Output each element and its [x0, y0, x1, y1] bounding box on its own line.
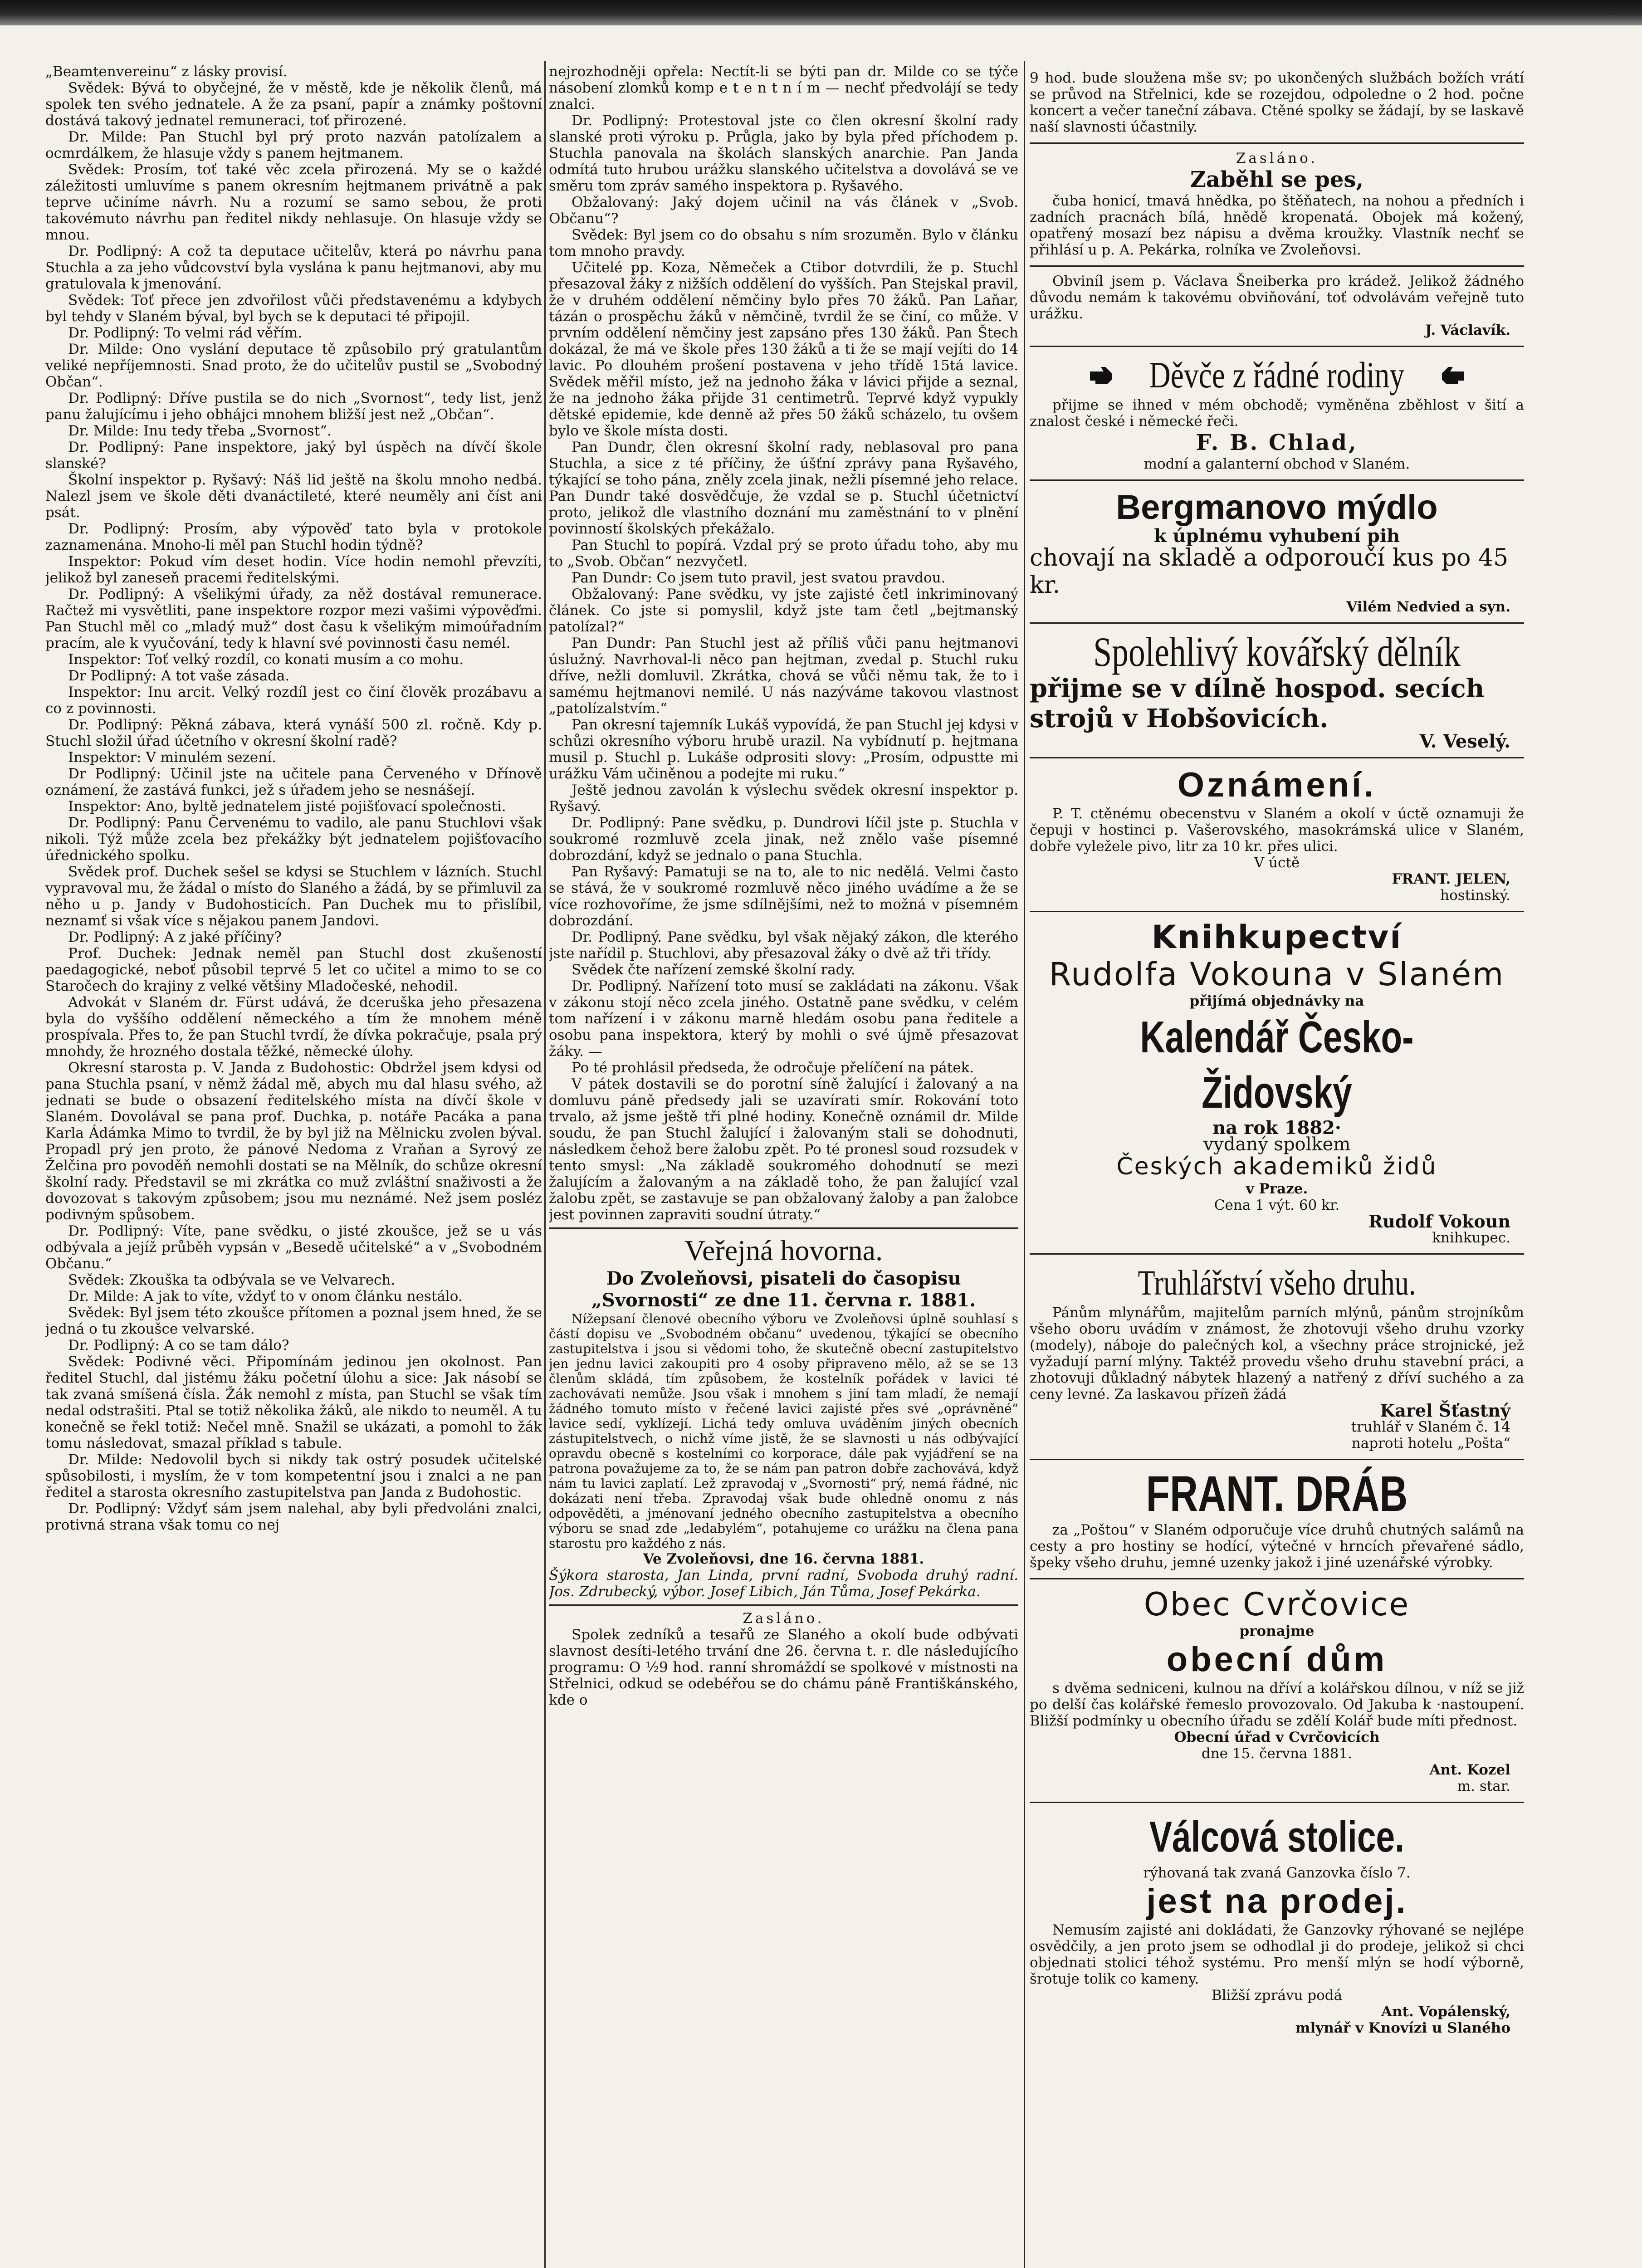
paragraph: Inspektor: V minulém sezení.	[68, 749, 276, 766]
column-1	[45, 64, 542, 2268]
paragraph: Dr. Podlipný. Nařízení toto musí se zakládati na zákonu. Však v zákonu stojí něco zcela jiného. Ostatně pane svědku, v celém tom nařízení i v zákonu marně hledám osobu pana ředitele a osobu pana inspektora, který by mohli o své újmě přesazovat žáky. —	[549, 978, 1018, 1060]
divider	[549, 1604, 1018, 1606]
paragraph: Inspektor: Ano, byltě jednatelem jisté pojišťovací společnosti.	[68, 798, 506, 815]
bookshop-signature: Rudolf Vokoun	[1368, 1211, 1510, 1232]
public-forum-subtitle: Do Zvoleňovsi, pisateli do časopisu „Svornosti“ ze dne 11. června r. 1881.	[591, 1268, 976, 1311]
paragraph: Dr. Podlipný: Pane inspektore, jaký byl úspěch na dívčí škole slanské?	[45, 439, 542, 472]
paragraph: Inspektor: Toť velký rozdíl, co konati musím a co mohu.	[68, 651, 464, 668]
bookshop-title: Knihkupectví	[1151, 919, 1403, 956]
municipality-title: Obec Cvrčovice	[1144, 1586, 1410, 1623]
apology-signature: J. Václavík.	[1425, 322, 1510, 338]
paragraph: Advokát v Slaném dr. Fürst udává, že dceruška jeho přesazena byla do vyššího oddělení německého a tím že mnohem méně prospívala. Přes to, že pan Stuchl tvrdí, že dívka pokračuje, psala prý mnohdy, že hrozného dostala těžké, německé úlohy.	[45, 994, 542, 1060]
smith-signature: V. Veselý.	[1419, 731, 1510, 752]
divider	[549, 1227, 1018, 1229]
paragraph: Svědek: Toť přece jen zdvořilost vůči představenému a kdybych byl tehdy v Slaném býval, byl bych se k deputaci té připojil.	[45, 292, 542, 325]
paragraph: Dr. Podlipný: Vždyť sám jsem nalehal, aby byli předvoláni znalci, protivná strana však tomu co nej	[45, 1501, 542, 1533]
paragraph: Dr Podlipný: Učinil jste na učitele pana Červeného v Dřínově oznámení, že zastává funkci, jež s úřadem jeho se nesnášejí.	[45, 766, 542, 798]
paragraph: Svědek: Byl jsem co do obsahu s ním srozuměn. Bylo v článku tom mnoho pravdy.	[549, 227, 1018, 259]
ad-girl-wanted	[1030, 347, 1524, 481]
smith-title: Spolehlivý kovářský dělník	[1093, 629, 1461, 675]
paragraph: „Beamtenvereinu“ z lásky provisí.	[45, 64, 288, 80]
public-forum-place: Ve Zvoleňovsi, dne 16. června 1881.	[643, 1551, 924, 1567]
paragraph: Svědek: Podivné věci. Připomínám jedinou jen okolnost. Pan ředitel Stuchl, dal jistému žáku početní úlohu a sice: Jak násobí se tak zvaná smíšená čísla. Žák nemohl z místa, pan Stuchl se však tím nedal odstrašiti. Ptal se totiž několika žáků, ale nikdo to neuměl. A tu konečně se řekl totiž: Nečel mně. Snažil se ukázati, a pomohl to žák tomu následovat, smazal příklad s tabule.	[45, 1354, 542, 1452]
announcement-body: P. T. ctěnému obecenstvu v Slaném a okolí v úctě oznamuji že čepuji v hostinci p. Vašerovského, masokrámská ulice v Slaném, dobře vyležele pivo, litr za 10 kr. přes ulici.	[1030, 806, 1524, 855]
ad-bookshop	[1030, 912, 1524, 1255]
paragraph: Pan Dundr: Co jsem tuto pravil, jest svatou pravdou.	[572, 570, 946, 586]
lost-dog-body: čuba honicí, tmavá hnědka, po štěňatech, na nohou a předních i zadních pracnách bílá, hnědě kropenatá. Obojek má kožený, opatřený mosazí bez nápisu a dvěma kroužky. Vlastník nechť se přihlásí u p. A. Pekárka, rolníka ve Zvoleňovsi.	[1030, 193, 1524, 258]
lost-dog-title: Zaběhl se pes,	[1190, 167, 1364, 192]
butcher-body: za „Poštou“ v Slaném odporučuje více druhů chutných salámů na cesty a pro hostiny se hodící, výtečné v hrncích převařené sádlo, špeky všeho druhu, jemné uzenky jakož i jiné uzenářské výrobky.	[1030, 1522, 1524, 1571]
paragraph: Ještě jednou zavolán k výslechu svědek okresní inspektor p. Ryšavý.	[549, 782, 1018, 815]
apology-body: Obviníl jsem p. Václava Šneiberka pro krádež. Jelikož žádného důvodu nemám k takovému obviňování, toť odvolávám veřejně tuto urážku.	[1030, 273, 1524, 322]
paragraph: Okresní starosta p. V. Janda z Budohostic: Obdržel jsem kdysi od pana Stuchla psaní, v němž žádal mě, abych mu dal hlasu svého, až jednati se bude o obsazení ředitelského místa na dívčí škole v Slaném. Dovolával se pana prof. Duchka, p. notáře Pacáka a pana Karla Ádámka Mimo to tvrdil, že by byl již na Mělnicku zvolen býval. Propadl prý jen proto, že pánové Nedoma z Vraňan a Syrový ze Želčina pro povoděň nemohli dostati se na Mělník, do schůze okresní školní rady. Představil se mi zkrátka co muž zvláštní snaživosti a že dovozovat s takovým způsobem; jsou mu neznámé. Než jsem posléz podivným spůsobem.	[45, 1060, 542, 1223]
public-forum-signers: Šýkora starosta, Jan Linda, první radní, Svoboda druhý radní. Jos. Zdrubecký, výbor. Josef Libich, Ján Tůma, Josef Pekárka.	[549, 1567, 1018, 1600]
column-rule	[544, 61, 546, 2268]
paragraph: Svědek prof. Duchek sešel se kdysi se Stuchlem v lázních. Stuchl vypravoval mu, že žádal o místo do Slaného a žádá, by se přimluvil za něho u p. Jandy v Budohosticích. Pan Duchek mu to přislíbil, neznamť si však více s nějakou panem Jandovi.	[45, 864, 542, 929]
column-rule	[1024, 61, 1025, 2268]
ad-continuation	[1030, 64, 1524, 144]
roller-mill-role: mlynář v Knovízi u Slaného	[1295, 2020, 1510, 2036]
scan-edge	[0, 0, 1642, 25]
ad-roller-mill	[1030, 1803, 1524, 2043]
ad-lost-dog	[1030, 144, 1524, 267]
ad-soap	[1030, 481, 1524, 624]
roller-mill-for-sale: jest na prodej.	[1146, 1882, 1407, 1921]
paragraph: Dr. Podlipný. Pane svědku, byl však nějaký zákon, dle kterého jste nařídil p. Stuchlovi, aby přesazoval žáky o dvě až tři třídy.	[549, 929, 1018, 962]
paragraph: Inspektor: Pokud vím deset hodin. Více hodin nemohl převzíti, jelikož byl zaneseň pracemi ředitelskými.	[45, 553, 542, 586]
smith-body: přijme se v dílně hospod. secích strojů v Hobšovicích.	[1030, 674, 1485, 733]
paragraph: Dr. Milde: Ono vyslání deputace tě způsobilo prý gratulantům veliké nepříjemnosti. Snad proto, že do učitelův pustil se „Svobodný Občan“.	[45, 341, 542, 390]
calendar-year: na rok 1882·	[1212, 1117, 1341, 1139]
municipality-role: m. star.	[1457, 1778, 1510, 1794]
announcement-title: Oznámení.	[1177, 766, 1377, 804]
paragraph: Dr. Milde: Nedovolil bych si nikdy tak ostrý posudek učitelské spůsobilosti, i myslím, že v tom kompetentní jsou i znalci a ne pan ředitel a starosta okresního zastupitelstva pan Janda z Budohostic.	[45, 1452, 542, 1501]
paragraph: Dr. Podlipný: A všelikými úřady, za něž dostával remunerace. Račtež mi vysvětliti, pane inspektore rozpor mezi vašimi výpověďmi. Pan Stuchl měl co „mladý muž“ dost času k všelikým mimoúřadním pracím, ale k vyučování, tedy k hlavní své povinnosti času nemél.	[45, 586, 542, 651]
paragraph: Prof. Duchek: Jednak neměl pan Stuchl dost zkušeností paedagogické, neboť působil teprvé 5 let co učitel a mimo to se co Staročech do krajiny z velké většiny Mladočeské, nehodil.	[45, 945, 542, 994]
municipality-date: dne 15. června 1881.	[1201, 1745, 1353, 1762]
ad-announcement	[1030, 758, 1524, 912]
announcement-greeting: V úctě	[1254, 855, 1300, 871]
paragraph: Pan Ryšavý: Pamatuji se na to, ale to nic nedělá. Velmi často se stává, že v soukromé rozmluvě něco jiného uvádíme a že se více rozhovoříme, že jsme sdílnějšími, než to možná v písemném dobrozdání.	[549, 864, 1018, 929]
soap-title: Bergmanovo mýdlo	[1116, 488, 1438, 527]
paragraph: Dr. Podlipný: Pane svědku, p. Dundrovi líčil jste p. Stuchla v soukromé rozmluvě zcela jinak, než znělo vaše písemné dobrozdání, když se jednalo o pana Stuchla.	[549, 815, 1018, 864]
paragraph: Učitelé pp. Koza, Němeček a Ctibor dotvrdili, že p. Stuchl přesazoval žáky z nižších oddělení do vyšších. Pan Stejskal pravil, že v druhém oddělení němčiny bylo přes 70 žáků. Pan Laňar, tázán o prospěchu žáků v němčině, tvrdil že se činí, co může. V prvním oddělení němčiny jest zapsáno přes 130 žáků. Pan Štech dokázal, že má ve škole přes 130 žáků a ti že se mají vejíti do 14 lavic. Po dlouhém prošení postavena v jeho třídě 15tá lavice. Svědek měřil místo, jež na jednoho žáka v lávici přijde a seznal, že na jednoho žáka přijde 31 centimetrů. Teprvé když vypukly dětské epidemie, kde denně až přes 50 žáků scházelo, tu ovšem bylo ve škole místa dosti.	[549, 259, 1018, 439]
ad-municipality	[1030, 1579, 1524, 1803]
paragraph: Dr. Podlipný: Pěkná zábava, která vynáší 500 zl. ročně. Kdy p. Stuchl složil úřad účetního v okresní školní radě?	[45, 717, 542, 749]
carpentry-title: Truhlářství všeho druhu.	[1138, 1263, 1416, 1302]
public-forum-body: Nížepsaní členové obecního výboru ve Zvoleňovsi úplně souhlasí s částí dopisu ve „Svobodném občanu“ uvedenou, týkající se obecního zastupitelstva i jsou si vědomi toho, že skutečně obecní zastupitelstvo jen jednu lavici zakoupiti pro 4 osoby připraveno mělo, až se se 13 členům skládá, tím způsobem, že kostelník pořádek v lavici té zachovávati nemůže. Jsou však i mnohem s jiní tam mladí, že nemají žádného tomuto místo v řečené lavici zajisté přes své „oprávněné“ lavice sedí, vyklízejí. Lichá tedy omluva uváděním jiných obecních zástupitelstvech, o nichž víme jistě, že se slavnosti u nás odbývající opravdu obecně s kostelními co korporace, dále pak vyjádření se na patrona považujeme za to, že se nám pan patron dobře zachovává, když nám tu lavici zaplatí. Lež zpravodaj v „Svornosti“ prý, nemá řádné, nic dokázati není třeba. Zpravodaj však bude ohledně onomu z nás odpověděti, a jménovaní jedného obecního zastupitelstva a obecního výboru se snad zde „ledabylém“, potahujeme co urážku na člena pana starostu pro každého z nás.	[549, 1311, 1018, 1551]
paragraph: Dr. Podlipný: To velmi rád věřím.	[68, 325, 303, 341]
calendar-city: v Praze.	[1246, 1181, 1308, 1197]
paragraph: Obžalovaný: Jaký dojem učinil na vás článek v „Svob. Občanu“?	[549, 194, 1018, 227]
bookshop-name: Rudolfa Vokouna v Slaném	[1049, 956, 1505, 993]
carpentry-role: truhlář v Slaném č. 14	[1351, 1419, 1510, 1435]
pointing-hand-icon	[1088, 362, 1117, 388]
roller-mill-title: Válcová stolice.	[1149, 1813, 1404, 1861]
paragraph: Dr. Milde: Pan Stuchl byl prý proto nazván patolízalem a ocmrdálkem, že hlasuje vždy s panem hejtmanem.	[45, 129, 542, 161]
paragraph: Dr. Milde: A jak to víte, vždyť to v onom článku nestálo.	[68, 1288, 463, 1305]
paragraph: Svědek: Prosím, toť také věc zcela přirozená. My se o každé záležitosti umluvíme s panem okresním hejtmanem privátně a pak teprve učiníme návrh. Nu a rozumí se samo sebou, že proti takovémuto návrhu pan ředitel nikdy nehlasuje. On hlasuje vždy se mnou.	[45, 161, 542, 243]
paragraph: Dr. Podlipný: Prosím, aby výpověď tato byla v protokole zaznamenána. Mnoho-li měl pan Stuchl hodin týdně?	[45, 521, 542, 553]
paragraph: Svědek čte nařízení zemské školní rady.	[572, 962, 855, 978]
ad-apology	[1030, 267, 1524, 347]
paragraph: Dr. Milde: Inu tedy třeba „Svornost“.	[68, 423, 332, 439]
paragraph: nejrozhodněji opřela: Nectít-li se býti pan dr. Milde co se týče násobení zlomků komp e t e n t n í m — nechť předvolájí se tedy znalci.	[549, 64, 1018, 112]
column-3-ads	[1030, 64, 1524, 2268]
paragraph: Dr Podlipný: A tot vaše zásada.	[68, 668, 290, 684]
carpentry-body: Pánům mlynářům, majitelům parních mlýnů, pánům strojníkům všeho oboru uvádím v známost, že zhotovuji všeho druhu vzorky (modely), náboje do palečných kol, a všechny práce strojnické, jež vyžadují parní mlýny. Taktéž provedu všeho druhu stavební práci, a zhotovuji důkladný nábytek hlazený a natřený z dříví suchého a za ceny levné. Za laskavou přízeň žádá	[1030, 1305, 1524, 1403]
calendar-publisher-label: vydaný spolkem	[1203, 1134, 1351, 1155]
paragraph: Dr. Podlipný: Dříve pustila se do nich „Svornost“, tedy list, jenž panu žalujícímu i jeho obhájci mnohem bližší jest než „Občan“.	[45, 390, 542, 423]
soap-body: chovají na skladě a odporoučí kus po 45 kr.	[1030, 544, 1509, 599]
announcement-role: hostinský.	[1440, 887, 1510, 904]
girl-wanted-title: Děvče z řádné rodiny	[1149, 354, 1405, 396]
calendar-price: Cena 1 výt. 60 kr.	[1214, 1197, 1340, 1213]
paragraph: Dr. Podlipný: Víte, pane svědku, o jisté zkoušce, jež se u vás odbývala a jejíž průběh vypsán v „Besedě učitelské“ a v „Svobodném Občanu.“	[45, 1223, 542, 1272]
paragraph: Dr. Podlipný: A z jaké příčiny?	[68, 929, 282, 945]
carpentry-signature: Karel Šťastný	[1380, 1400, 1510, 1421]
public-forum-title: Veřejná hovorna.	[684, 1234, 883, 1266]
paragraph: Inspektor: Inu arcit. Velký rozdíl jest co činí člověk prozábavu a co z povinnosti.	[45, 684, 542, 717]
paragraph: Dr. Podlipný: Panu Červenému to vadilo, ale panu Stuchlovi však nikoli. Týž může zcela bez překážky být jednatelem pojišťovacího úřednického spolku.	[45, 815, 542, 864]
girl-wanted-shop: modní a galanterní obchod v Slaném.	[1144, 456, 1410, 472]
paragraph: Svědek: Bývá to obyčejné, že v městě, kde je několik členů, má spolek ten svého jednatele. A že za psaní, papír a známky poštovní dostává takový jednatel remuneraci, toť přirozené.	[45, 80, 542, 129]
paragraph: Pan okresní tajemník Lukáš vypovídá, že pan Stuchl jej kdysi v schůzi okresního výboru hrubě urazil. Na vybídnutí p. hejtmana musil p. Stuchl p. Lukáše odprositi slovy: „Prosím, odpustte mi urážku Vám učiněnou a podejte mi ruku.“	[549, 717, 1018, 782]
paragraph: Pan Dundr: Pan Stuchl jest až příliš vůči panu hejtmanovi úslužný. Navrhoval-li něco pan hejtman, zvedal p. Stuchl ruku dříve, nežli domluvil. Zkrátka, chová se vůči němu tak, že to i samému hejtmanovi nemilé. U nás nazýváme takovou vlastnost „patolízalstvím.“	[549, 635, 1018, 717]
paragraph: Školní inspektor p. Ryšavý: Náš lid ještě na školu mnoho nedbá. Nalezl jsem ve škole děti dvanáctileté, které neuměly ani číst ani psát.	[45, 472, 542, 521]
municipality-subtitle: pronajme	[1239, 1623, 1315, 1639]
paragraph: Dr. Podlipný: Protestoval jste co člen okresní školní rady slanské proti výroku p. Průgla, jako by byla před příchodem p. Stuchla panovala na školách slanských anarchie. Pan Janda odmítá tuto hrubou urážku slanského učitelstva a dovolává se ve směru tom zpráv samého inspektora p. Ryšavého.	[549, 112, 1018, 194]
paragraph: Pan Dundr, člen okresní školní rady, neblasoval pro pana Stuchla, a sice z té příčiny, že úšťní zprávy pana Ryšavého, týkající se toho pána, zněly zcela jinak, nežli písemné jeho relace. Pan Dundr také dosvědčuje, že vzdal se p. Stuchl účetnictví proto, jelikož dle vlastního doznání mu zaměstnání to v plnění povinností školských překážalo.	[549, 439, 1018, 537]
paragraph: 9 hod. bude sloužena mše sv; po ukončených službách božích vrátí se průvod na Střelnici, kde se rozejdou, odpoledne o 2 hod. počne koncert a večer taneční zábava. Ctěné spolky se žádají, by se laskavě naší slavnosti účastnily.	[1030, 70, 1524, 135]
municipality-body: s dvěma sedniceni, kulnou na dříví a kolářskou dílnou, v níž se již po delší čas kolářské řemeslo provozovalo. Od Jakuba k ·nastoupení. Bližší podmínky u obecního úřadu se zdělí Kolář bude míti přednost.	[1030, 1680, 1524, 1729]
municipality-house: obecní dům	[1166, 1640, 1388, 1679]
roller-mill-subtitle: rýhovaná tak zvaná Ganzovka číslo 7.	[1143, 1865, 1411, 1881]
paragraph: Dr. Podlipný: A co se tam dálo?	[68, 1337, 289, 1354]
girl-wanted-body: přijme se ihned v mém obchodě; vyměněna zběhlost v šití a znalost české i německé řeči.	[1030, 397, 1524, 430]
paragraph: Obžalovaný: Pane svědku, vy jste zajisté četl inkriminovaný článek. Co jste si pomyslil, když jste tam četl „bejtmanský patolízal?“	[549, 586, 1018, 635]
paragraph: V pátek dostavili se do porotní síně žalující i žalovaný a na domluvu páně předsedy jali se uzavírati smír. Rokování toto trvalo, až jsme ještě tři plné hodiny. Konečně oznámil dr. Milde soudu, že pan Stuchl žalující i žalovaným stali se dohodnuti, následkem čehož bere žalobu zpět. Po té pronesl soud rozsudek v tento smysl: „Na základě soukromého dohodnutí se mezi žalujícím a žalovaným a na základě toho, že pan žalující vzal žalobu zpět, se zastavuje se pan obžalovaný žaloby a pan žalobce jest povinnen zapraviti soudní útraty.“	[549, 1076, 1018, 1223]
calendar-title: Kalendář Česko-Židovský	[1140, 1012, 1414, 1117]
zaslano-title: Zasláno.	[743, 1610, 825, 1627]
paragraph: Svědek: Zkouška ta odbývala se ve Velvarech.	[68, 1272, 396, 1288]
roller-mill-info: Bližší zprávu podá	[1211, 1987, 1343, 2004]
announcement-signature: FRANT. JELEN,	[1392, 871, 1510, 887]
butcher-title: FRANT. DRÁB	[1146, 1466, 1408, 1522]
bookshop-subtitle: přijímá objednávky na	[1189, 993, 1364, 1009]
paragraph: Po té prohlásil předseda, že odročuje přelíčení na pátek.	[572, 1060, 974, 1076]
ad-butcher	[1030, 1460, 1524, 1579]
paragraph: Pan Stuchl to popírá. Vzdal prý se proto úřadu toho, aby mu to „Svob. Občan“ nezvyčetl.	[549, 537, 1018, 570]
bookshop-role: knihkupec.	[1432, 1230, 1510, 1246]
zaslano-body: Spolek zedníků a tesařů ze Slaného a okolí bude odbývati slavnost desíti-letého trvání dne 26. června t. r. dle následujícího programu: O ½9 hod. ranní shromáždí se spolkové v místnosti na Střelnici, odkud se odebéřou se do chámu páně Františkánského, kde o	[549, 1627, 1018, 1708]
girl-wanted-signature: F. B. Chlad,	[1196, 430, 1358, 455]
municipality-signature: Ant. Kozel	[1429, 1762, 1510, 1778]
soap-subtitle: k úplnému vyhubení pih	[1153, 525, 1400, 547]
column-2	[549, 64, 1018, 2268]
soap-signature: Vilém Nedvied a syn.	[1346, 599, 1510, 615]
pointing-hand-icon	[1437, 362, 1466, 388]
carpentry-address: naproti hotelu „Pošta“	[1351, 1435, 1510, 1452]
paragraph: Svědek: Byl jsem této zkoušce přítomen a poznal jsem hned, že se jedná o tu zkoušce velvarské.	[45, 1305, 542, 1337]
calendar-publisher: Českých akademiků židů	[1116, 1153, 1437, 1180]
municipality-office: Obecní úřad v Cvrčovicích	[1174, 1729, 1380, 1745]
roller-mill-signature: Ant. Vopálenský,	[1381, 2004, 1510, 2020]
paragraph: Dr. Podlipný: A což ta deputace učitelův, která po návrhu pana Stuchla a za jeho vůdcovství byla vyslána k panu hejtmanovi, aby mu gratulovala k jmenování.	[45, 243, 542, 292]
zaslano-heading: Zasláno.	[1236, 150, 1318, 166]
roller-mill-body: Nemusím zajisté ani dokládati, že Ganzovky rýhované se nejlépe osvědčily, a jen proto jsem se odhodlal ji do prodeje, jelikož si chci objednati stolici téhož systému. Pro menší mlýn se hodí výborně, šrotuje tolik co kameny.	[1030, 1922, 1524, 1987]
ad-carpentry	[1030, 1255, 1524, 1460]
ad-smith	[1030, 624, 1524, 758]
